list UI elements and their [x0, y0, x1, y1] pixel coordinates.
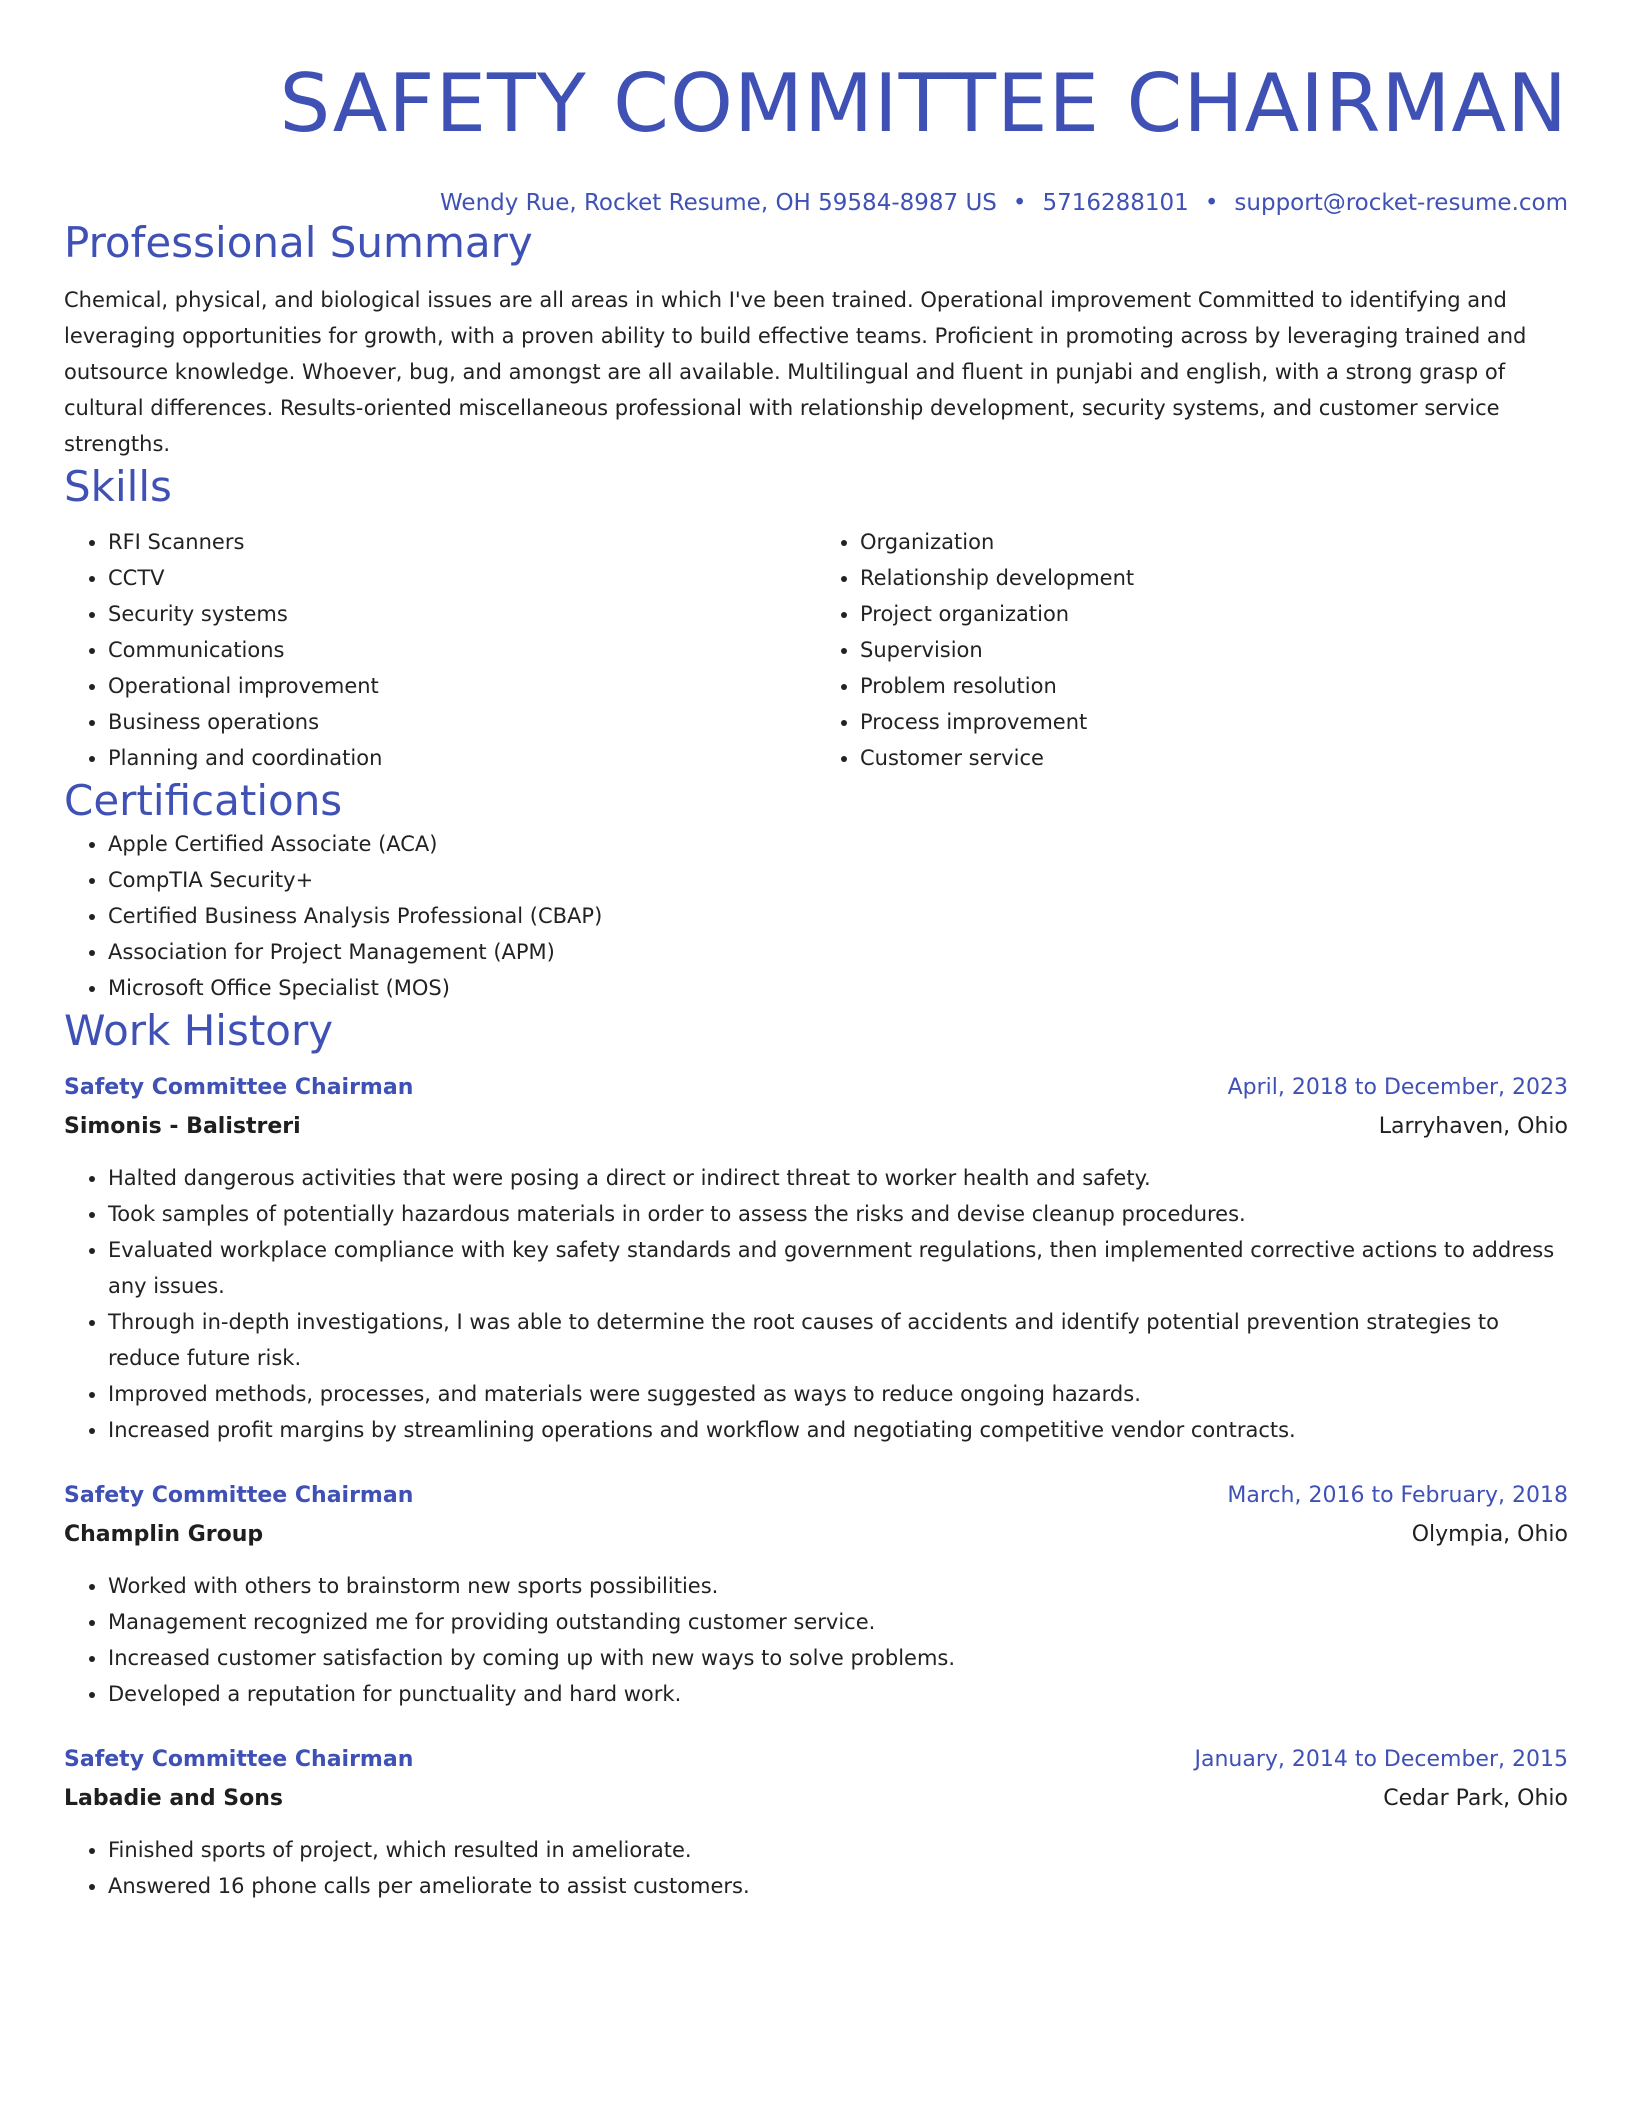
job-header — [64, 1476, 1568, 1516]
skill-item: • Relationship development — [860, 560, 1568, 596]
skill-item: • Communications — [108, 632, 816, 668]
skill-item: • Security systems — [108, 596, 816, 632]
contact-email: support@rocket-resume.com — [1234, 190, 1568, 216]
job-header — [64, 1740, 1568, 1780]
certifications-list — [64, 826, 1568, 1006]
job-location: Olympia, Ohio — [1411, 1522, 1568, 1547]
certifications-heading: Certifications — [64, 776, 343, 825]
job-bullet: • Took samples of potentially hazardous materials in order to assess the risks and devise cleanup procedures. — [108, 1196, 1568, 1232]
job-subheader — [64, 1516, 1568, 1554]
certification-item: • Microsoft Office Specialist (MOS) — [108, 970, 1568, 1006]
job-bullets — [64, 1832, 1568, 1904]
job-bullets — [64, 1568, 1568, 1712]
skill-item: • Problem resolution — [860, 668, 1568, 704]
job-location: Larryhaven, Ohio — [1378, 1114, 1568, 1139]
summary-heading: Professional Summary — [64, 218, 533, 267]
job-bullet: • Worked with others to brainstorm new sports possibilities. — [108, 1568, 1568, 1604]
job-dates: January, 2014 to December, 2015 — [1194, 1747, 1568, 1772]
job-bullet: • Increased profit margins by streamlining operations and workflow and negotiating competitive vendor contracts. — [108, 1412, 1568, 1448]
contact-address: Wendy Rue, Rocket Resume, OH 59584-8987 US — [440, 190, 997, 216]
certification-item: • Certified Business Analysis Professional (CBAP) — [108, 898, 1568, 934]
skill-item: • Project organization — [860, 596, 1568, 632]
job-title: Safety Committee Chairman — [64, 1747, 414, 1772]
job-bullet: • Improved methods, processes, and materials were suggested as ways to reduce ongoing hazards. — [108, 1376, 1568, 1412]
skills-columns — [64, 524, 1568, 776]
certification-item: • Apple Certified Associate (ACA) — [108, 826, 1568, 862]
skill-item: • Operational improvement — [108, 668, 816, 704]
job-bullet: • Management recognized me for providing outstanding customer service. — [108, 1604, 1568, 1640]
job-bullet: • Answered 16 phone calls per ameliorate to assist customers. — [108, 1868, 1568, 1904]
job-bullet: • Finished sports of project, which resulted in ameliorate. — [108, 1832, 1568, 1868]
certification-item: • Association for Project Management (APM) — [108, 934, 1568, 970]
job-title: Safety Committee Chairman — [64, 1075, 414, 1100]
page-title: SAFETY COMMITTEE CHAIRMAN — [279, 57, 1568, 150]
job-dates: April, 2018 to December, 2023 — [1227, 1075, 1568, 1100]
skill-item: • Supervision — [860, 632, 1568, 668]
job-title: Safety Committee Chairman — [64, 1483, 414, 1508]
skills-heading: Skills — [64, 462, 172, 511]
certification-item: • CompTIA Security+ — [108, 862, 1568, 898]
job-bullet: • Increased customer satisfaction by coming up with new ways to solve problems. — [108, 1640, 1568, 1676]
skill-item: • CCTV — [108, 560, 816, 596]
skills-right-list — [816, 524, 1568, 776]
work-history-heading: Work History — [64, 1006, 334, 1055]
contact-phone: 5716288101 — [1042, 190, 1189, 216]
skill-item: • Process improvement — [860, 704, 1568, 740]
job-bullet: • Through in-depth investigations, I was able to determine the root causes of accidents and identify potential prevention strategies to reduce future risk. — [108, 1304, 1568, 1376]
job-company: Labadie and Sons — [64, 1786, 283, 1811]
job-bullet: • Developed a reputation for punctuality and hard work. — [108, 1676, 1568, 1712]
skill-item: • Organization — [860, 524, 1568, 560]
skills-left-list — [64, 524, 816, 776]
job-bullets — [64, 1160, 1568, 1448]
job-location: Cedar Park, Ohio — [1383, 1786, 1568, 1811]
skill-item: • Business operations — [108, 704, 816, 740]
contact-separator: • — [1012, 190, 1027, 216]
job-entry — [64, 1068, 1568, 1448]
job-bullet: • Evaluated workplace compliance with key safety standards and government regulations, then implemented corrective actions to address any issues. — [108, 1232, 1568, 1304]
job-header — [64, 1068, 1568, 1108]
job-entry — [64, 1740, 1568, 1904]
job-entry — [64, 1476, 1568, 1712]
contact-separator: • — [1204, 190, 1219, 216]
skill-item: • Customer service — [860, 740, 1568, 776]
job-subheader — [64, 1108, 1568, 1146]
skill-item: • RFI Scanners — [108, 524, 816, 560]
job-subheader — [64, 1780, 1568, 1818]
summary-text: Chemical, physical, and biological issues are all areas in which I've been trained. Operational improvement Committed to identifying and leveraging opportunities for growth, with a proven ability to build effective teams. Proficient in promoting across by leveraging trained and outsource knowledge. Whoever, bug, and amongst are all available. Multilingual and fluent in punjabi and english, with a strong grasp of cultural differences. Results-oriented miscellaneous professional with relationship development, security systems, and customer service strengths. — [64, 288, 1527, 456]
skill-item: • Planning and coordination — [108, 740, 816, 776]
contact-line — [64, 188, 1568, 218]
job-bullet: • Halted dangerous activities that were posing a direct or indirect threat to worker health and safety. — [108, 1160, 1568, 1196]
job-dates: March, 2016 to February, 2018 — [1227, 1483, 1568, 1508]
job-company: Champlin Group — [64, 1522, 264, 1547]
job-company: Simonis - Balistreri — [64, 1114, 301, 1139]
